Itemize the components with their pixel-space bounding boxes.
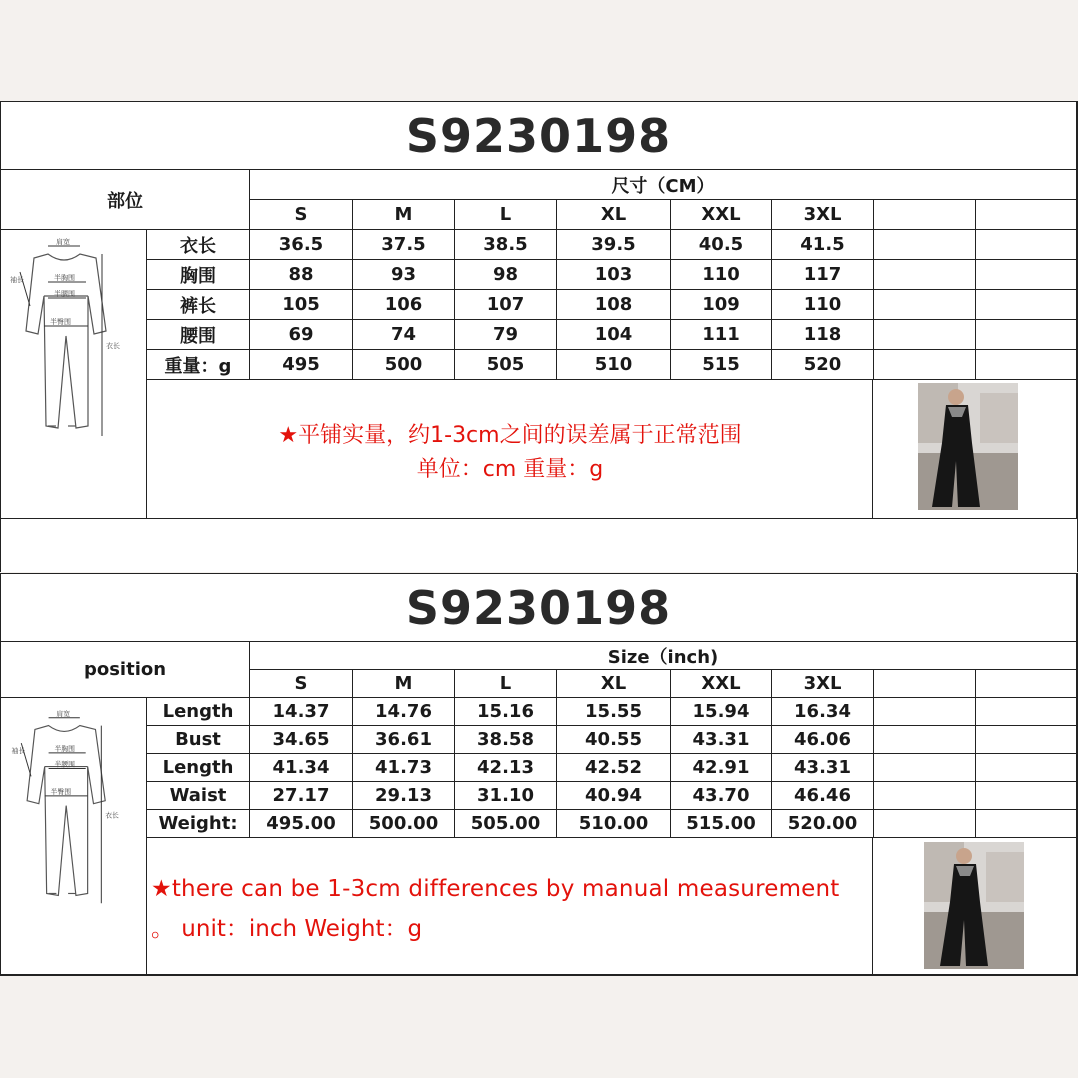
row-label: 裤长 [147,290,250,320]
size-chart-inch [0,573,1078,976]
unit-note: 。 unit：inch Weight：g [151,916,423,942]
measurement-cell: 105 [250,290,353,320]
note-cell [147,380,873,519]
measurement-cell: 46.46 [772,782,874,810]
size-header-cell [976,670,1077,698]
row-label: Bust [147,726,250,754]
measurement-cell: 500.00 [353,810,455,838]
size-header-cell: 3XL [772,200,874,230]
measurement-cell: 42.52 [557,754,671,782]
product-code-title: S9230198 [1,574,1077,642]
row-label: 腰围 [147,320,250,350]
measurement-cell: 111 [671,320,772,350]
measurement-cell: 42.91 [671,754,772,782]
measurement-cell: 41.5 [772,230,874,260]
measurement-cell [874,782,976,810]
jumpsuit-diagram-icon [8,708,138,913]
measurement-cell: 107 [455,290,557,320]
row-label: 衣长 [147,230,250,260]
measurement-cell: 40.55 [557,726,671,754]
measurement-cell [976,726,1077,754]
row-label: Waist [147,782,250,810]
measurement-cell [976,810,1077,838]
measurement-cell [874,810,976,838]
svg-text:袖长: 袖长 [10,276,24,284]
measurement-cell: 520 [772,350,874,380]
measurement-cell [874,230,976,260]
measurement-cell: 31.10 [455,782,557,810]
measurement-cell: 520.00 [772,810,874,838]
svg-text:袖长: 袖长 [11,746,26,755]
model-photo [924,842,1024,969]
measurement-cell [976,754,1077,782]
measurement-cell [874,754,976,782]
measurement-cell: 118 [772,320,874,350]
svg-text:衣长: 衣长 [106,342,120,350]
measurement-cell: 34.65 [250,726,353,754]
svg-text:半腰围: 半腰围 [54,760,75,769]
position-header: 部位 [1,170,250,230]
measurement-cell: 41.34 [250,754,353,782]
row-label: 胸围 [147,260,250,290]
measurement-cell: 40.94 [557,782,671,810]
svg-text:半臀围: 半臀围 [50,318,71,326]
measurement-cell: 16.34 [772,698,874,726]
size-header-cell: XL [557,200,671,230]
size-header-cell: L [455,670,557,698]
measurement-cell: 110 [772,290,874,320]
size-header-cell: XXL [671,200,772,230]
measurement-cell [976,698,1077,726]
measurement-cell: 79 [455,320,557,350]
measurement-cell: 117 [772,260,874,290]
measurement-cell [976,350,1077,380]
measurement-cell: 42.13 [455,754,557,782]
measurement-cell: 505.00 [455,810,557,838]
measurement-cell: 37.5 [353,230,455,260]
measurement-cell: 106 [353,290,455,320]
measurement-cell: 505 [455,350,557,380]
svg-text:肩宽: 肩宽 [56,709,71,718]
size-header-cell: M [353,670,455,698]
measurement-cell: 15.94 [671,698,772,726]
size-header-cell: L [455,200,557,230]
size-header-cell: XXL [671,670,772,698]
measurement-cell [874,290,976,320]
row-label: Weight: [147,810,250,838]
measurement-cell: 38.5 [455,230,557,260]
measurement-cell: 88 [250,260,353,290]
measurement-cell: 108 [557,290,671,320]
measurement-note: ★平铺实量，约1-3cm之间的误差属于正常范围 [278,423,742,448]
measurement-cell: 109 [671,290,772,320]
measurement-cell: 36.61 [353,726,455,754]
measurement-cell [976,320,1077,350]
svg-text:半臀围: 半臀围 [50,787,72,796]
measurement-cell: 43.31 [671,726,772,754]
size-header-cell [976,200,1077,230]
size-header-cell: S [250,200,353,230]
measurement-cell: 510 [557,350,671,380]
measurement-cell: 15.16 [455,698,557,726]
measurement-cell: 29.13 [353,782,455,810]
measurement-cell: 515.00 [671,810,772,838]
measurement-cell: 93 [353,260,455,290]
measurement-cell: 41.73 [353,754,455,782]
size-chart-cm [0,101,1078,520]
measurement-cell: 495.00 [250,810,353,838]
spacer-row [0,519,1078,572]
svg-text:衣长: 衣长 [105,811,119,820]
measurement-cell [976,230,1077,260]
measurement-cell: 500 [353,350,455,380]
measurement-cell: 14.37 [250,698,353,726]
unit-note: 单位：cm 重量：g [416,457,604,482]
size-header-cell [874,200,976,230]
measurement-cell: 510.00 [557,810,671,838]
measurement-note: ★there can be 1-3cm differences by manual measurement [151,876,840,902]
size-unit-header: Size（inch) [250,642,1077,670]
measurement-cell [874,726,976,754]
measurement-cell: 14.76 [353,698,455,726]
svg-text:半腰围: 半腰围 [54,290,75,298]
size-header-cell: S [250,670,353,698]
svg-text:肩宽: 肩宽 [56,238,70,246]
size-header-cell: XL [557,670,671,698]
measurement-cell: 15.55 [557,698,671,726]
note-cell [147,838,873,975]
measurement-cell: 38.58 [455,726,557,754]
row-label: Length [147,754,250,782]
measurement-cell: 103 [557,260,671,290]
size-header-cell: 3XL [772,670,874,698]
measurement-cell: 104 [557,320,671,350]
jumpsuit-diagram-icon [8,236,138,446]
size-unit-header: 尺寸（CM） [250,170,1077,200]
model-photo [918,383,1018,510]
row-label: 重量：g [147,350,250,380]
measurement-cell [874,698,976,726]
measurement-cell: 110 [671,260,772,290]
svg-text:半胸围: 半胸围 [54,274,75,282]
measurement-cell: 27.17 [250,782,353,810]
measurement-cell [976,260,1077,290]
product-code-title: S9230198 [1,102,1077,170]
measurement-cell: 40.5 [671,230,772,260]
measurement-cell: 74 [353,320,455,350]
measurement-cell [874,260,976,290]
svg-text:半胸围: 半胸围 [54,744,75,753]
measurement-cell [874,350,976,380]
size-header-cell: M [353,200,455,230]
position-header: position [1,642,250,698]
measurement-cell: 36.5 [250,230,353,260]
measurement-cell: 43.31 [772,754,874,782]
measurement-cell [874,320,976,350]
measurement-cell: 495 [250,350,353,380]
size-header-cell [874,670,976,698]
measurement-cell: 515 [671,350,772,380]
measurement-cell: 43.70 [671,782,772,810]
measurement-cell [976,290,1077,320]
measurement-cell [976,782,1077,810]
measurement-cell: 39.5 [557,230,671,260]
measurement-cell: 46.06 [772,726,874,754]
measurement-cell: 98 [455,260,557,290]
row-label: Length [147,698,250,726]
measurement-cell: 69 [250,320,353,350]
